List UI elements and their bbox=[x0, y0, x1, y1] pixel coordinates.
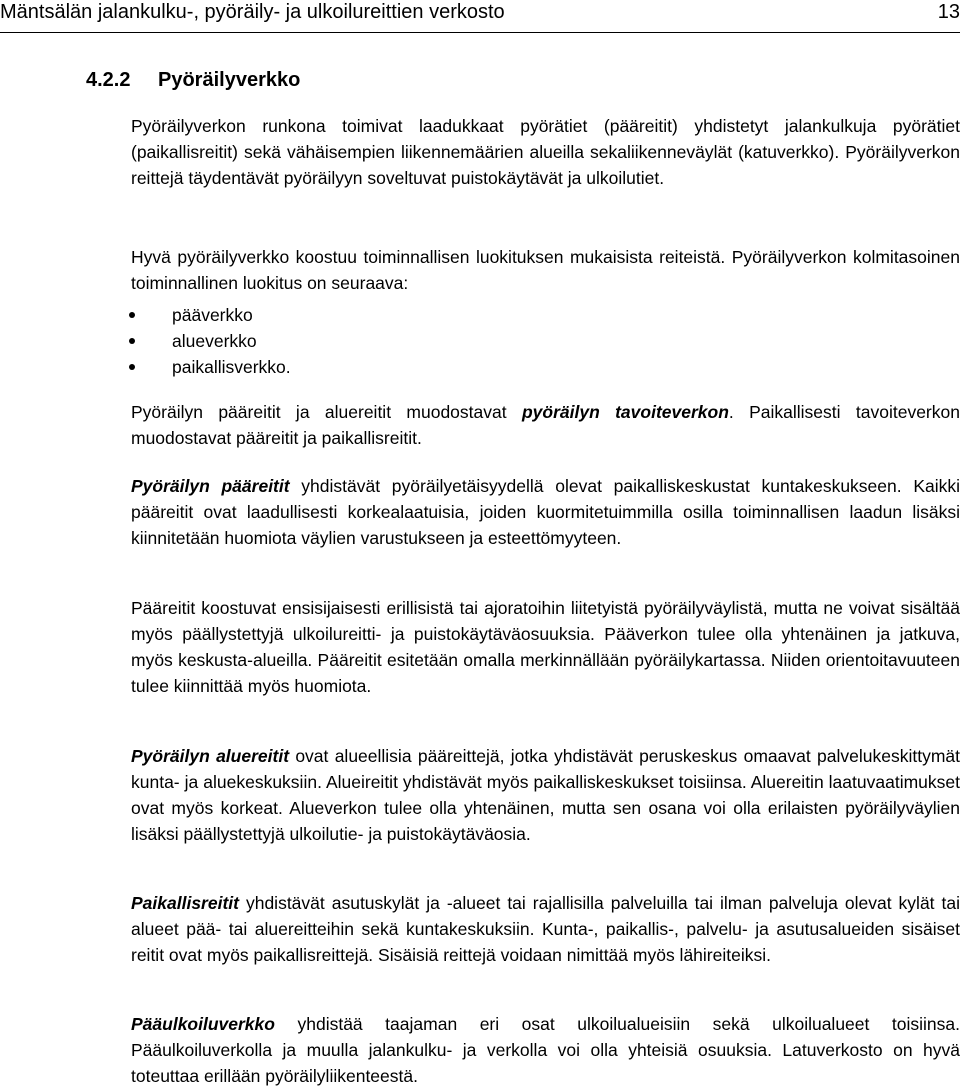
emphasis-text: Pääulkoiluverkko bbox=[131, 1014, 275, 1034]
list-item-label: paikallisverkko. bbox=[172, 357, 291, 377]
text-span: ovat alueellisia pääreittejä, jotka yhdistävät peruskeskus omaavat palvelukeskittymät kunta- ja aluekeskuksiin. Alueireitit yhdistävät myös paikalliskeskukset toisiinsa. Aluereitin laatuvaatimukset ovat myös korkeat. Alueverkon tulee olla yhtenäinen, mutta sen osana voi olla erilaisten pyöräilyväylien lisäksi päällystettyjä ulkoilutie- ja puistokäytäväosia. bbox=[131, 746, 960, 844]
text-span: yhdistävät asutuskylät ja -alueet tai rajallisilla palveluilla tai ilman palveluja olevat kylät tai alueet pää- tai aluereitteihin sekä kuntakeskuksiin. Kunta-, paikallis-, palvelu- ja asutusalueiden sisäiset reitit ovat myös paikallisreittejä. Sisäisiä reittejä voidaan nimittää myös lähireiteiksi. bbox=[131, 893, 960, 965]
text-span: yhdistää taajaman eri osat ulkoilualueisiin sekä ulkoilualueet toisiinsa. Pääulkoiluverkolla ja muulla jalankulku- ja verkolla voi olla yhteisiä osuuksia. Latuverkosto on hyvä toteuttaa erillään pyöräilyliikenteestä. bbox=[131, 1014, 960, 1086]
emphasis-text: Paikallisreitit bbox=[131, 893, 239, 913]
bullet-icon bbox=[129, 312, 135, 318]
bullet-icon bbox=[129, 364, 135, 370]
paragraph-2 bbox=[131, 244, 960, 296]
list-item-label: pääverkko bbox=[172, 305, 253, 325]
bullet-icon bbox=[129, 338, 135, 344]
text-span: yhdistävät pyöräilyetäisyydellä olevat paikalliskeskustat kuntakeskukseen. Kaikki pääreitit ovat laadullisesti korkealaatuisia, joiden kuormitetuimmilla osilla toiminnallisen laadun lisäksi kiinnitetään huomiota väylien varustukseen ja esteettömyyteen. bbox=[131, 476, 960, 548]
paragraph-4 bbox=[131, 473, 960, 551]
header-title: Mäntsälän jalankulku-, pyöräily- ja ulkoilureittien verkosto bbox=[0, 1, 505, 23]
paragraph-text: Pyöräilyverkon runkona toimivat laadukkaat pyörätiet (pääreitit) yhdistetyt jalankulkuja pyörätiet (paikallisreitit) sekä vähäisempien liikennemäärien alueilla sekaliikenneväylät (katuverkko). Pyöräilyverkon reittejä täydentävät pyöräilyyn soveltuvat puistokäytävät ja ulkoilutiet. bbox=[131, 116, 960, 188]
paragraph-text: Hyvä pyöräilyverkko koostuu toiminnallisen luokituksen mukaisista reiteistä. Pyöräilyverkon kolmitasoinen toiminnallinen luokitus on seuraava: bbox=[131, 247, 960, 293]
page-header bbox=[0, 0, 960, 33]
page-number: 13 bbox=[937, 1, 960, 23]
list-item-label: alueverkko bbox=[172, 331, 257, 351]
emphasis-text: Pyöräilyn pääreitit bbox=[131, 476, 290, 496]
paragraph-text: Pääreitit koostuvat ensisijaisesti erillisistä tai ajoratoihin liitetyistä pyöräilyväylistä, mutta ne voivat sisältää myös päällystettyjä ulkoilureitti- ja puistokäytäväosuuksia. Pääverkon tulee olla yhtenäinen ja jatkuva, myös keskusta-alueilla. Pääreitit esitetään omalla merkinnällään pyöräilykartassa. Niiden orientoitavuuteen tulee kiinnittää myös huomiota. bbox=[131, 598, 960, 696]
paragraph-3 bbox=[131, 399, 960, 451]
paragraph-8 bbox=[131, 1011, 960, 1089]
paragraph-7 bbox=[131, 890, 960, 968]
paragraph-6 bbox=[131, 743, 960, 847]
paragraph-1 bbox=[131, 113, 960, 191]
section-title: Pyöräilyverkko bbox=[158, 69, 301, 91]
list-item bbox=[131, 328, 960, 354]
text-span: . Paikallisesti tavoiteverkon muodostavat pääreitit ja paikallisreitit. bbox=[131, 402, 960, 448]
section-heading bbox=[86, 68, 300, 92]
section-number: 4.2.2 bbox=[86, 69, 131, 91]
list-item bbox=[131, 354, 960, 380]
text-span: Pyöräilyn pääreitit ja aluereitit muodostavat bbox=[131, 402, 522, 422]
paragraph-5 bbox=[131, 595, 960, 699]
emphasis-text: pyöräilyn tavoiteverkon bbox=[521, 402, 729, 422]
list-item bbox=[131, 302, 960, 328]
classification-list bbox=[131, 302, 960, 380]
emphasis-text: Pyöräilyn aluereitit bbox=[131, 746, 290, 766]
